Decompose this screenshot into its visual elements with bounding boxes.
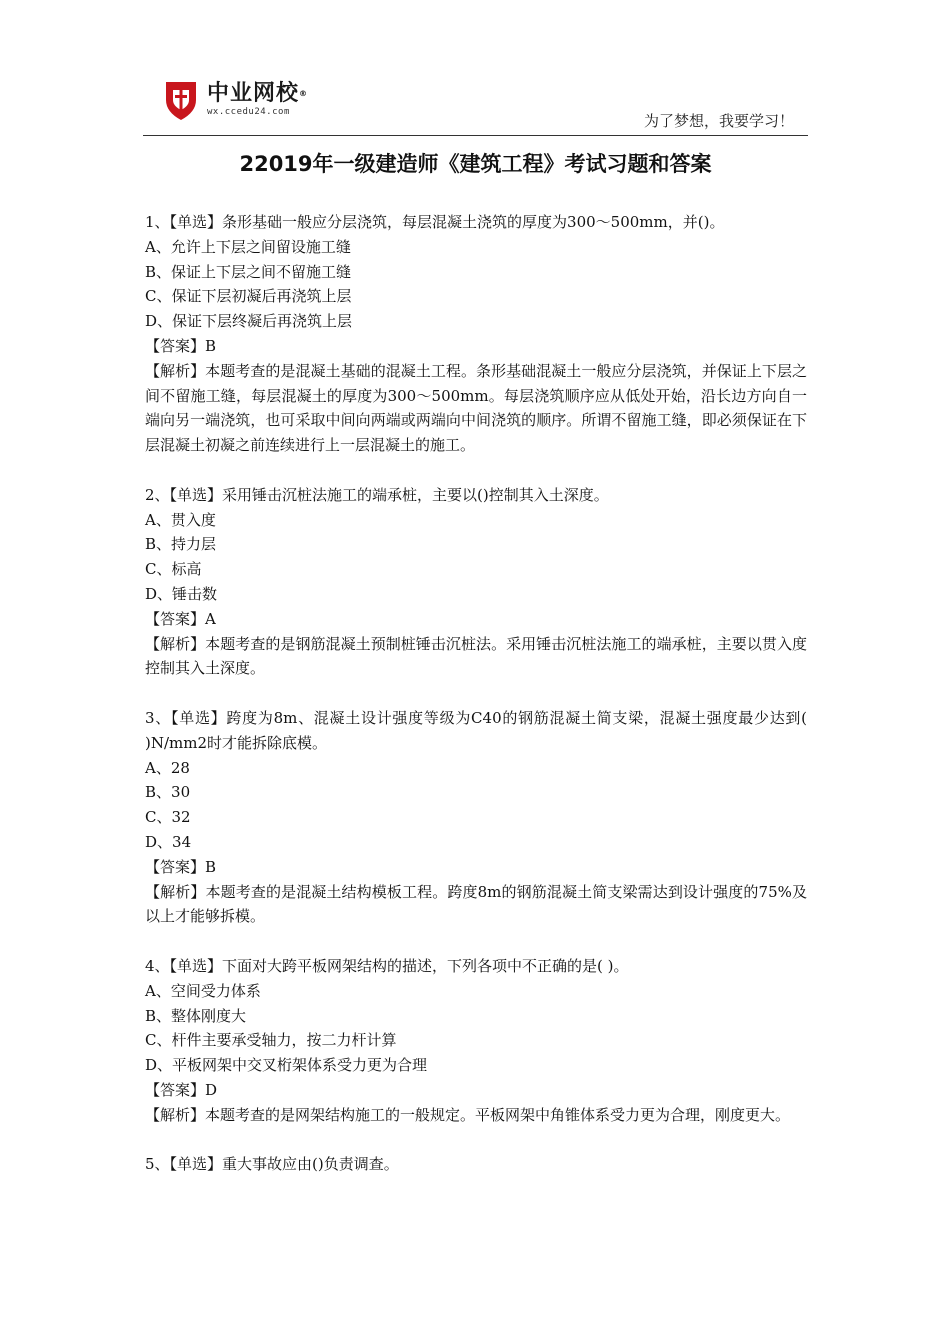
analysis: 【解析】本题考查的是网架结构施工的一般规定。平板网架中角锥体系受力更为合理，刚度更大。: [145, 1105, 791, 1124]
question-4: [145, 954, 807, 1128]
option: D、保证下层终凝后再浇筑上层: [145, 312, 353, 331]
option: B、保证上下层之间不留施工缝: [145, 262, 352, 281]
question-stem: 3、【单选】跨度为8m、混凝土设计强度等级为C40的钢筋混凝土简支梁，混凝土强度最少达到( )N/mm2时才能拆除底模。: [145, 708, 807, 752]
question-stem: 2、【单选】采用锤击沉桩法施工的端承桩，主要以()控制其入土深度。: [145, 485, 609, 504]
option: A、允许上下层之间留设施工缝: [145, 237, 351, 256]
question-2: [145, 483, 807, 681]
analysis: 【解析】本题考查的是钢筋混凝土预制桩锤击沉桩法。采用锤击沉桩法施工的端承桩，主要以贯入度控制其入土深度。: [145, 634, 807, 678]
header-divider: [143, 135, 808, 136]
analysis: 【解析】本题考查的是混凝土基础的混凝土工程。条形基础混凝土一般应分层浇筑，并保证上下层之间不留施工缝，每层混凝土的厚度为300～500mm。每层浇筑顺序应从低处开始，沿长边方向自一端向另一端浇筑，也可采取中间向两端或两端向中间浇筑的顺序。所谓不留施工缝，即必须保证在下层混凝土初凝之前连续进行上一层混凝土的施工。: [145, 361, 807, 455]
option: D、34: [145, 832, 192, 851]
question-stem: 4、【单选】下面对大跨平板网架结构的描述，下列各项中不正确的是( )。: [145, 956, 629, 975]
page-header: [143, 72, 808, 136]
option: A、28: [145, 758, 190, 777]
logo: [163, 78, 308, 122]
option: C、标高: [145, 560, 202, 579]
answer: 【答案】A: [145, 609, 216, 628]
answer: 【答案】D: [145, 1080, 218, 1099]
question-stem: 1、【单选】条形基础一般应分层浇筑，每层混凝土浇筑的厚度为300～500mm，并()。: [145, 213, 725, 231]
option: D、平板网架中交叉桁架体系受力更为合理: [145, 1056, 428, 1075]
analysis: 【解析】本题考查的是混凝土结构模板工程。跨度8m的钢筋混凝土简支梁需达到设计强度的75%及以上才能够拆模。: [145, 882, 807, 926]
logo-shield-icon: [163, 78, 199, 122]
answer: 【答案】B: [145, 857, 217, 876]
option: B、整体刚度大: [145, 1006, 247, 1025]
question-1: [145, 210, 807, 458]
option: C、杆件主要承受轴力，按二力杆计算: [145, 1031, 397, 1050]
option: B、持力层: [145, 535, 217, 554]
question-3: [145, 706, 807, 929]
option: C、保证下层初凝后再浇筑上层: [145, 287, 352, 306]
option: C、32: [145, 808, 191, 827]
document-body: [145, 210, 807, 1202]
option: D、锤击数: [145, 584, 218, 603]
header-slogan: 为了梦想，我要学习！: [643, 112, 794, 130]
option: B、30: [145, 783, 191, 802]
logo-url: wx.ccedu24.com: [207, 107, 290, 117]
option: A、贯入度: [145, 510, 216, 529]
answer: 【答案】B: [145, 336, 217, 355]
option: A、空间受力体系: [145, 981, 261, 1000]
question-5: [145, 1152, 807, 1177]
question-stem: 5、【单选】重大事故应由()负责调查。: [145, 1155, 399, 1174]
document-title: 22019年一级建造师《建筑工程》考试习题和答案: [239, 152, 712, 176]
logo-name: 中业网校®: [207, 81, 309, 106]
